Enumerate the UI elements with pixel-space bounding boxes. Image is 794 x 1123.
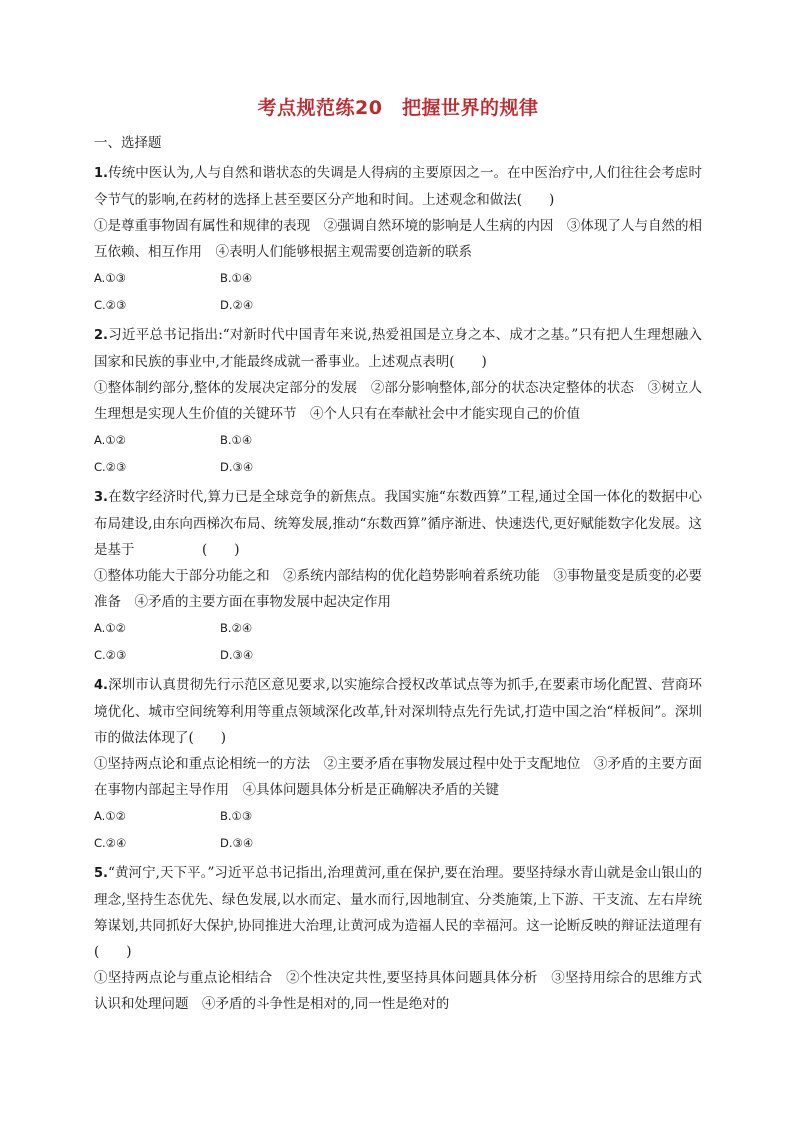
page-title: 考点规范练20 把握世界的规律 [257, 97, 539, 119]
option-d: D.②④ [220, 298, 254, 312]
question-text: 在数字经济时代,算力已是全球竞争的新焦点。我国实施“东数西算”工程,通过全国一体化的数据中心布局建设,由东向西梯次布局、统筹发展,推动“东数西算”循序渐进、快速迭代,更好赋能数字化发展。这是基于 ( ) [94, 489, 702, 558]
question-2 [94, 322, 702, 481]
option-d: D.③④ [220, 460, 254, 474]
option-c: C.②③ [94, 460, 127, 474]
question-statements: ①是尊重事物固有属性和规律的表现 ②强调自然环境的影响是人生病的内因 ③体现了人与自然的相互依赖、相互作用 ④表明人们能够根据主观需要创造新的联系 [94, 218, 702, 260]
answer-options [94, 615, 702, 669]
option-d: D.③④ [220, 648, 254, 662]
option-b: B.①③ [220, 809, 253, 823]
question-text: “黄河宁,天下平。”习近平总书记指出,治理黄河,重在保护,要在治理。要坚持绿水青山就是金山银山的理念,坚持生态优先、绿色发展,以水而定、量水而行,因地制宜、分类施策,上下游、干支流、左右岸统筹谋划,共同抓好大保护,协同推进大治理,让黄河成为造福人民的幸福河。这一论断反映的辩证法道理有( ) [94, 865, 702, 960]
question-1 [94, 160, 702, 319]
option-a: A.①③ [94, 271, 126, 285]
question-stem [94, 322, 702, 375]
option-a: A.①② [94, 433, 126, 447]
section-heading: 一、选择题 [94, 135, 162, 151]
question-statements: ①整体制约部分,整体的发展决定部分的发展 ②部分影响整体,部分的状态决定整体的状态 ③树立人生理想是实现人生价值的关键环节 ④个人只有在奉献社会中才能实现自己的价值 [94, 380, 702, 422]
question-stem [94, 484, 702, 563]
question-number: 2. [94, 328, 108, 343]
question-stem [94, 860, 702, 965]
option-b: B.①④ [220, 433, 253, 447]
question-number: 3. [94, 490, 108, 505]
question-5 [94, 860, 702, 1017]
question-number: 4. [94, 678, 108, 693]
option-c: C.②③ [94, 648, 127, 662]
question-text: 习近平总书记指出:“对新时代中国青年来说,热爱祖国是立身之本、成才之基。”只有把人生理想融入国家和民族的事业中,才能最终成就一番事业。上述观点表明( ) [94, 327, 702, 370]
option-c: C.②③ [94, 298, 127, 312]
answer-options [94, 427, 702, 481]
question-text: 传统中医认为,人与自然和谐状态的失调是人得病的主要原因之一。在中医治疗中,人们往往会考虑时令节气的影响,在药材的选择上甚至要区分产地和时间。上述观念和做法( ) [94, 165, 702, 208]
option-b: B.②④ [220, 621, 253, 635]
option-d: D.③④ [220, 836, 254, 850]
question-text: 深圳市认真贯彻先行示范区意见要求,以实施综合授权改革试点等为抓手,在要素市场化配置、营商环境优化、城市空间统筹利用等重点领域深化改革,针对深圳特点先行先试,打造中国之治“样板间”。深圳市的做法体现了( ) [94, 677, 702, 746]
question-stem [94, 160, 702, 213]
option-a: A.①② [94, 809, 126, 823]
option-b: B.①④ [220, 271, 253, 285]
question-statements: ①坚持两点论和重点论相统一的方法 ②主要矛盾在事物发展过程中处于支配地位 ③矛盾的主要方面在事物内部起主导作用 ④具体问题具体分析是正确解决矛盾的关键 [94, 756, 702, 798]
option-a: A.①② [94, 621, 126, 635]
answer-options [94, 265, 702, 319]
question-stem [94, 672, 702, 751]
option-c: C.②④ [94, 836, 127, 850]
answer-options [94, 803, 702, 857]
question-number: 1. [94, 166, 108, 181]
question-statements: ①整体功能大于部分功能之和 ②系统内部结构的优化趋势影响着系统功能 ③事物量变是质变的必要准备 ④矛盾的主要方面在事物发展中起决定作用 [94, 568, 702, 610]
question-number: 5. [94, 866, 108, 881]
question-statements: ①坚持两点论与重点论相结合 ②个性决定共性,要坚持具体问题具体分析 ③坚持用综合的思维方式认识和处理问题 ④矛盾的斗争性是相对的,同一性是绝对的 [94, 970, 702, 1012]
question-4 [94, 672, 702, 857]
question-3 [94, 484, 702, 669]
